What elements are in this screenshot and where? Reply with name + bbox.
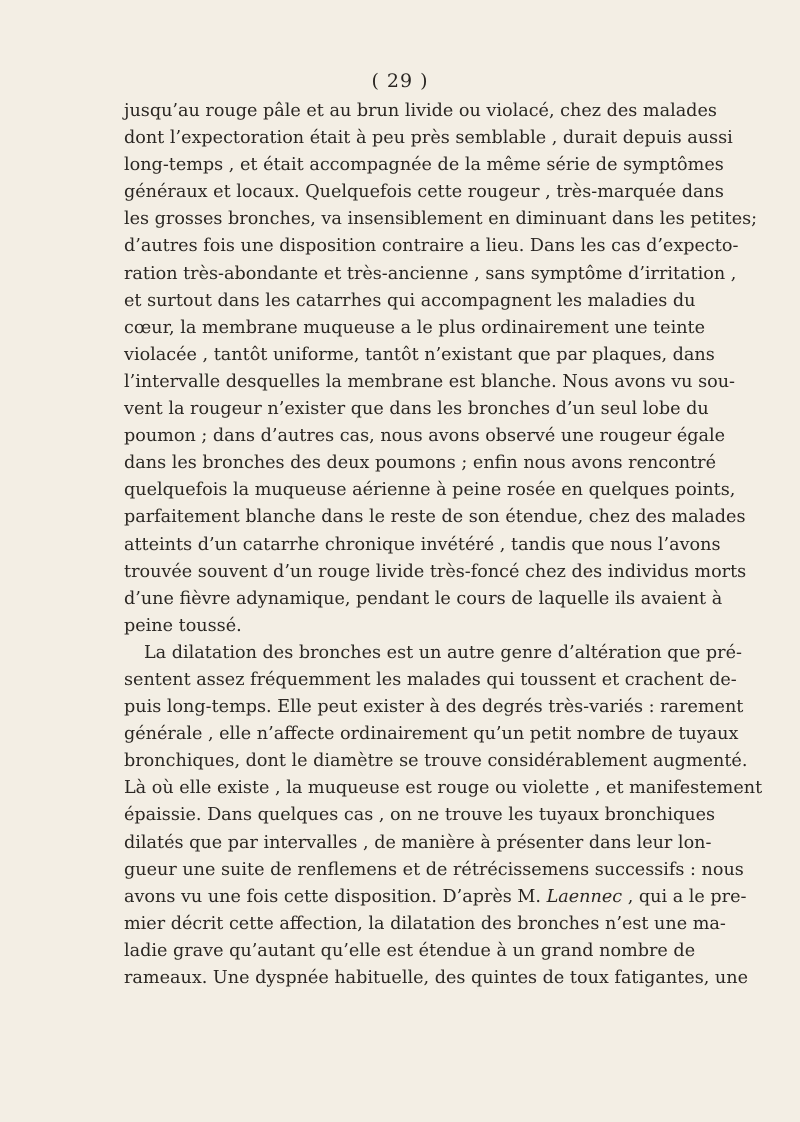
text-line: généraux et locaux. Quelquefois cette rougeur , très-marquée dans [124,182,724,203]
text-line: épaissie. Dans quelques cas , on ne trouve les tuyaux bronchiques [124,805,716,826]
text-line: quelquefois la muqueuse aérienne à peine rosée en quelques points, [124,480,736,501]
text-line: long-temps , et était accompagnée de la même série de symptômes [124,155,724,176]
text-line: cœur, la membrane muqueuse a le plus ordinairement une teinte [124,317,706,338]
text-line: l’intervalle desquelles la membrane est blanche. Nous avons vu sou- [124,371,736,392]
text-line: bronchiques, dont le diamètre se trouve considérablement augmenté. [124,751,748,772]
page-number: ( 29 ) [371,70,429,92]
text-line: peine toussé. [124,615,242,636]
text-line: poumon ; dans d’autres cas, nous avons observé une rougeur égale [124,426,726,447]
text-line: dans les bronches des deux poumons ; enfin nous avons rencontré [124,453,717,474]
text-line: dont l’expectoration était à peu près semblable , durait depuis aussi [124,128,733,149]
text-segment: , qui a le pre- [622,886,747,907]
text-line: Là où elle existe , la muqueuse est rouge ou violette , et manifestement [124,778,763,799]
italic-author-name: Laennec [546,886,623,907]
text-line: atteints d’un catarrhe chronique invétéré , tandis que nous l’avons [124,534,721,555]
text-line: mier décrit cette affection, la dilatation des bronches n’est une ma- [124,913,726,934]
text-line: puis long-temps. Elle peut exister à des degrés très-variés : rarement [124,697,744,718]
text-segment: avons vu une fois cette disposition. D’après M. [124,886,547,907]
text-line: parfaitement blanche dans le reste de son étendue, chez des malades [124,507,746,528]
text-line: sentent assez fréquemment les malades qui toussent et crachent de- [124,669,737,690]
text-line: ladie grave qu’autant qu’elle est étendue à un grand nombre de [124,940,696,961]
text-line: rameaux. Une dyspnée habituelle, des quintes de toux fatigantes, une [124,968,748,988]
text-line: les grosses bronches, va insensiblement en diminuant dans les petites; [124,209,758,230]
text-line: violacée , tantôt uniforme, tantôt n’existant que par plaques, dans [124,344,715,365]
text-line: et surtout dans les catarrhes qui accompagnent les maladies du [124,290,696,311]
text-line: d’autres fois une disposition contraire a lieu. Dans les cas d’expecto- [124,236,739,257]
text-line: vent la rougeur n’exister que dans les bronches d’un seul lobe du [124,399,709,420]
body-text [124,98,763,992]
text-line: dilatés que par intervalles , de manière à présenter dans leur lon- [124,832,712,853]
text-line: trouvée souvent d’un rouge livide très-foncé chez des individus morts [124,561,747,582]
text-line [124,884,747,911]
text-line: jusqu’au rouge pâle et au brun livide ou violacé, chez des malades [124,101,717,121]
text-line: gueur une suite de renflemens et de rétrécissemens successifs : nous [124,859,744,880]
text-line: La dilatation des bronches est un autre genre d’altération que pré- [144,642,742,663]
text-line: ration très-abondante et très-ancienne , sans symptôme d’irritation , [124,263,737,284]
text-line: générale , elle n’affecte ordinairement qu’un petit nombre de tuyaux [124,724,739,745]
text-line: d’une fièvre adynamique, pendant le cours de laquelle ils avaient à [124,588,723,609]
